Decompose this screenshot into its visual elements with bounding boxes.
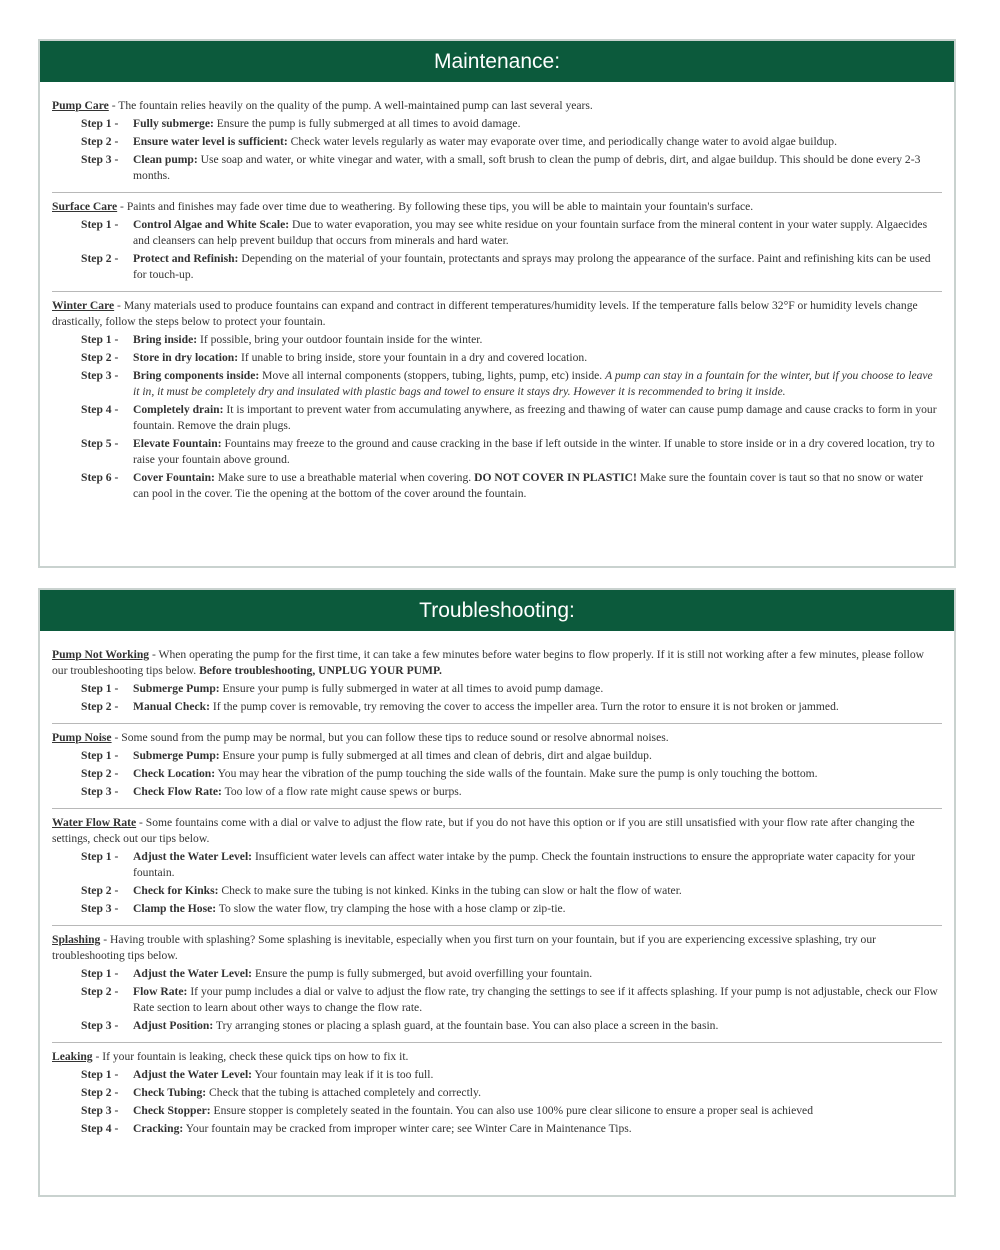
section-intro xyxy=(52,199,942,215)
step-item xyxy=(81,901,942,917)
step-label: Step 1 - xyxy=(81,218,119,231)
step-name: Check for Kinks: xyxy=(133,884,219,897)
step-description: Your fountain may leak if it is too full. xyxy=(252,1068,434,1081)
step-text xyxy=(133,152,942,184)
section-winter-care xyxy=(52,292,942,510)
step-name: Submerge Pump: xyxy=(133,749,220,762)
step-description: Fountains may freeze to the ground and cause cracking in the base if left outside in the winter. If unable to store inside or in a dry covered location, try to raise your fountain above ground. xyxy=(133,437,935,466)
step-label: Step 2 - xyxy=(81,700,119,713)
step-text xyxy=(133,332,942,348)
troubleshooting-panel xyxy=(38,588,956,1197)
step-text xyxy=(133,402,942,434)
step-name: Cover Fountain: xyxy=(133,471,215,484)
step-name: Flow Rate: xyxy=(133,985,188,998)
maintenance-body xyxy=(40,82,954,510)
step-item xyxy=(81,470,942,502)
step-text xyxy=(133,681,942,697)
step-description: Insufficient water levels can affect water intake by the pump. Check the fountain instructions to ensure the appropriate water capacity for your fountain. xyxy=(133,850,916,879)
step-label: Step 2 - xyxy=(81,252,119,265)
step-name: Completely drain: xyxy=(133,403,224,416)
step-text xyxy=(133,1018,942,1034)
step-name: Ensure water level is sufficient: xyxy=(133,135,288,148)
step-label: Step 1 - xyxy=(81,117,119,130)
section-surface-care xyxy=(52,193,942,292)
step-label: Step 1 - xyxy=(81,682,119,695)
step-item xyxy=(81,116,942,132)
step-item xyxy=(81,1121,942,1137)
step-text xyxy=(133,251,942,283)
section-intro xyxy=(52,98,942,114)
step-label: Step 1 - xyxy=(81,333,119,346)
step-description: Move all internal components (stoppers, tubing, lights, pump, etc) inside. xyxy=(259,369,606,382)
step-description: Your fountain may be cracked from improper winter care; see Winter Care in Maintenance Tips. xyxy=(183,1122,632,1135)
step-label: Step 5 - xyxy=(81,437,119,450)
step-label: Step 3 - xyxy=(81,369,119,382)
step-text xyxy=(133,966,942,982)
step-description: Ensure stopper is completely seated in the fountain. You can also use 100% pure clear silicone to ensure a proper seal is achieved xyxy=(210,1104,813,1117)
step-name: Adjust the Water Level: xyxy=(133,967,253,980)
step-description: Ensure your pump is fully submerged at all times and clean of debris, dirt and algae buildup. xyxy=(219,749,652,762)
step-description: If your pump includes a dial or valve to adjust the flow rate, try changing the settings to see if it affects splashing. If your pump is not adjustable, check our Flow Rate section to learn about other ways to change the flow rate. xyxy=(133,985,938,1014)
step-item xyxy=(81,681,942,697)
step-description: Due to water evaporation, you may see white residue on your fountain surface from the mineral content in your water supply. Algaecides and cleansers can help prevent buildup that occurs from minerals and hard water. xyxy=(133,218,928,247)
step-text xyxy=(133,748,942,764)
step-item xyxy=(81,368,942,400)
step-item xyxy=(81,1085,942,1101)
step-text xyxy=(133,699,942,715)
step-name: Clamp the Hose: xyxy=(133,902,217,915)
section-title: Leaking xyxy=(52,1050,93,1063)
step-name: Adjust the Water Level: xyxy=(133,1068,253,1081)
step-label: Step 3 - xyxy=(81,1104,119,1117)
step-item xyxy=(81,350,942,366)
step-description: If the pump cover is removable, try removing the cover to access the impeller area. Turn the rotor to ensure it is not broken or jammed. xyxy=(209,700,839,713)
step-name: Manual Check: xyxy=(133,700,210,713)
step-label: Step 3 - xyxy=(81,153,119,166)
section-title: Splashing xyxy=(52,933,101,946)
step-description: Check that the tubing is attached completely and correctly. xyxy=(206,1086,481,1099)
step-description: Make sure to use a breathable material when covering. xyxy=(214,471,475,484)
step-description: Check water levels regularly as water may evaporate over time, and periodically change water to avoid algae buildup. xyxy=(287,135,837,148)
section-pump-care xyxy=(52,92,942,193)
step-description: Ensure the pump is fully submerged, but avoid overfilling your fountain. xyxy=(252,967,593,980)
step-name: Adjust the Water Level: xyxy=(133,850,253,863)
section-intro xyxy=(52,932,942,964)
section-title: Water Flow Rate xyxy=(52,816,137,829)
section-intro-text: - When operating the pump for the first time, it can take a few minutes before water begins to flow properly. If it is still not working after a few minutes, please follow our troubleshooting tips below. xyxy=(52,648,925,677)
step-label: Step 1 - xyxy=(81,850,119,863)
step-item xyxy=(81,152,942,184)
step-name: Elevate Fountain: xyxy=(133,437,222,450)
step-name: Check Stopper: xyxy=(133,1104,211,1117)
step-text xyxy=(133,766,942,782)
step-label: Step 4 - xyxy=(81,1122,119,1135)
step-text xyxy=(133,1067,942,1083)
step-note: A pump can stay in a fountain for the winter, but if you choose to leave it in, it must be completely dry and insulated with plastic bags and towel to ensure it stays dry. However it is recommended to bring it inside. xyxy=(133,369,933,398)
section-title: Winter Care xyxy=(52,299,115,312)
step-label: Step 6 - xyxy=(81,471,119,484)
troubleshooting-header: Troubleshooting: xyxy=(40,590,954,631)
step-description: Depending on the material of your fountain, protectants and sprays may prolong the appearance of the surface. Paint and refinishing kits can be used for touch-up. xyxy=(133,252,931,281)
section-intro xyxy=(52,647,942,679)
step-text xyxy=(133,849,942,881)
step-text xyxy=(133,350,942,366)
section-intro-text: - If your fountain is leaking, check these quick tips on how to fix it. xyxy=(92,1050,409,1063)
section-intro-text: - Some sound from the pump may be normal, but you can follow these tips to reduce sound or resolve abnormal noises. xyxy=(111,731,669,744)
step-label: Step 3 - xyxy=(81,902,119,915)
section-intro xyxy=(52,815,942,847)
step-description: Ensure the pump is fully submerged at all times to avoid damage. xyxy=(213,117,521,130)
step-label: Step 2 - xyxy=(81,985,119,998)
step-name: Check Location: xyxy=(133,767,216,780)
step-text xyxy=(133,784,942,800)
step-label: Step 1 - xyxy=(81,749,119,762)
step-text xyxy=(133,984,942,1016)
step-description: If possible, bring your outdoor fountain inside for the winter. xyxy=(197,333,483,346)
step-item xyxy=(81,966,942,982)
step-label: Step 4 - xyxy=(81,403,119,416)
step-item xyxy=(81,217,942,249)
step-label: Step 1 - xyxy=(81,1068,119,1081)
step-item xyxy=(81,402,942,434)
step-item xyxy=(81,748,942,764)
step-label: Step 3 - xyxy=(81,1019,119,1032)
section-intro-text: - Many materials used to produce fountains can expand and contract in different temperatures/humidity levels. If the temperature falls below 32°F or humidity levels change drastically, follow the steps below to protect your fountain. xyxy=(52,299,918,328)
step-label: Step 2 - xyxy=(81,135,119,148)
step-item xyxy=(81,436,942,468)
step-text xyxy=(133,217,942,249)
step-label: Step 2 - xyxy=(81,1086,119,1099)
maintenance-panel xyxy=(38,39,956,568)
step-name: Control Algae and White Scale: xyxy=(133,218,290,231)
step-label: Step 2 - xyxy=(81,884,119,897)
step-item xyxy=(81,699,942,715)
step-item xyxy=(81,1067,942,1083)
step-description: Too low of a flow rate might cause spews or burps. xyxy=(221,785,462,798)
step-item xyxy=(81,849,942,881)
step-warning: DO NOT COVER IN PLASTIC! xyxy=(474,471,637,484)
section-intro-text: - The fountain relies heavily on the quality of the pump. A well-maintained pump can last several years. xyxy=(108,99,593,112)
step-item xyxy=(81,1103,942,1119)
section-title: Pump Not Working xyxy=(52,648,150,661)
step-text xyxy=(133,1103,942,1119)
step-item xyxy=(81,1018,942,1034)
step-label: Step 2 - xyxy=(81,767,119,780)
step-text xyxy=(133,116,942,132)
step-description: You may hear the vibration of the pump touching the side walls of the fountain. Make sure the pump is only touching the bottom. xyxy=(215,767,818,780)
step-description: Ensure your pump is fully submerged in water at all times to avoid pump damage. xyxy=(219,682,604,695)
step-text xyxy=(133,470,942,502)
step-name: Cracking: xyxy=(133,1122,184,1135)
section-splashing xyxy=(52,926,942,1043)
section-intro xyxy=(52,730,942,746)
step-description: It is important to prevent water from accumulating anywhere, as freezing and thawing of water can cause pump damage and cause cracks to form in your fountain. Remove the drain plugs. xyxy=(133,403,937,432)
section-title: Surface Care xyxy=(52,200,118,213)
step-description: Try arranging stones or placing a splash guard, at the fountain base. You can also place a screen in the basin. xyxy=(213,1019,719,1032)
step-description: Use soap and water, or white vinegar and water, with a small, soft brush to clean the pump of debris, dirt, and algae buildup. This should be done every 2-3 months. xyxy=(133,153,921,182)
section-intro-emphasis: Before troubleshooting, UNPLUG YOUR PUMP. xyxy=(199,664,442,677)
section-intro-text: - Paints and finishes may fade over time due to weathering. By following these tips, you will be able to maintain your fountain's surface. xyxy=(117,200,754,213)
step-text xyxy=(133,436,942,468)
section-title: Pump Noise xyxy=(52,731,112,744)
section-title: Pump Care xyxy=(52,99,109,112)
step-name: Protect and Refinish: xyxy=(133,252,239,265)
step-name: Bring components inside: xyxy=(133,369,260,382)
step-text xyxy=(133,368,942,400)
step-description: If unable to bring inside, store your fountain in a dry and covered location. xyxy=(238,351,588,364)
step-name: Bring inside: xyxy=(133,333,198,346)
section-intro xyxy=(52,1049,942,1065)
step-label: Step 3 - xyxy=(81,785,119,798)
section-intro-text: - Having trouble with splashing? Some splashing is inevitable, especially when you first turn on your fountain, but if you are experiencing excessive splashing, try our troubleshooting tips below. xyxy=(52,933,876,962)
step-description: Check to make sure the tubing is not kinked. Kinks in the tubing can slow or halt the flow of water. xyxy=(218,884,682,897)
step-item xyxy=(81,332,942,348)
step-text xyxy=(133,901,942,917)
step-name: Fully submerge: xyxy=(133,117,214,130)
step-description-tail: Make sure the fountain cover is taut so that no snow or water can pool in the cover. Tie the opening at the bottom of the cover around the fountain. xyxy=(133,471,924,500)
step-name: Submerge Pump: xyxy=(133,682,220,695)
step-item xyxy=(81,883,942,899)
step-text xyxy=(133,134,942,150)
step-item xyxy=(81,984,942,1016)
step-text xyxy=(133,1085,942,1101)
step-text xyxy=(133,1121,942,1137)
section-pump-noise xyxy=(52,724,942,809)
step-item xyxy=(81,784,942,800)
section-pump-not-working xyxy=(52,641,942,724)
step-item xyxy=(81,766,942,782)
step-text xyxy=(133,883,942,899)
section-water-flow-rate xyxy=(52,809,942,926)
step-name: Store in dry location: xyxy=(133,351,239,364)
maintenance-header: Maintenance: xyxy=(40,41,954,82)
troubleshooting-body xyxy=(40,631,954,1145)
step-description: To slow the water flow, try clamping the hose with a hose clamp or zip-tie. xyxy=(216,902,566,915)
step-item xyxy=(81,134,942,150)
step-name: Check Tubing: xyxy=(133,1086,207,1099)
step-name: Adjust Position: xyxy=(133,1019,214,1032)
step-name: Check Flow Rate: xyxy=(133,785,222,798)
section-leaking xyxy=(52,1043,942,1145)
step-item xyxy=(81,251,942,283)
step-label: Step 2 - xyxy=(81,351,119,364)
section-intro-text: - Some fountains come with a dial or valve to adjust the flow rate, but if you do not have this option or if you are still unsatisfied with your flow rate after changing the settings, check out our tips below. xyxy=(52,816,915,845)
step-name: Clean pump: xyxy=(133,153,198,166)
step-label: Step 1 - xyxy=(81,967,119,980)
section-intro xyxy=(52,298,942,330)
